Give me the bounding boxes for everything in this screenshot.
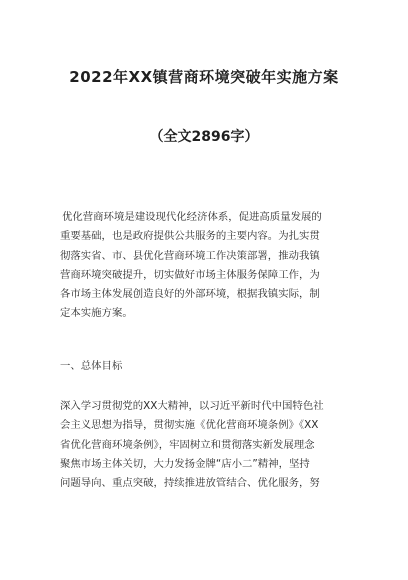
intro-line: 彻落实省、市、县优化营商环境工作决策部署，推动我镇 xyxy=(60,249,320,262)
intro-line: 各市场主体发展创造良好的外部环境，根据我镇实际，制 xyxy=(60,288,320,301)
body-line: 问题导向、重点突破，持续推进放管结合、优化服务，努 xyxy=(60,477,320,490)
section-heading: 一、总体目标 xyxy=(60,360,123,372)
intro-line: 优化营商环境是建设现代化经济体系，促进高质量发展的 xyxy=(62,211,322,223)
document-subtitle: （全文2896字） xyxy=(149,129,259,145)
body-line: 会主义思想为指导，贯彻实施《优化营商环境条例》《XX xyxy=(60,419,319,432)
intro-line: 重要基础，也是政府提供公共服务的主要内容。为扎实贯 xyxy=(60,230,320,243)
body-line: 省优化营商环境条例》，牢固树立和贯彻落实新发展理念 xyxy=(60,438,315,451)
intro-line: 营商环境突破提升，切实做好市场主体服务保障工作，为 xyxy=(60,268,320,281)
body-line: 聚焦市场主体关切，大力发扬金牌“店小二”精神，坚持 xyxy=(60,457,310,470)
body-line: 深入学习贯彻党的XX大精神，以习近平新时代中国特色社 xyxy=(60,400,324,412)
document-title: 2022年XX镇营商环境突破年实施方案 xyxy=(69,68,339,86)
intro-paragraph xyxy=(60,208,360,324)
body-paragraph xyxy=(60,397,360,493)
intro-line: 定本实施方案。 xyxy=(60,307,133,320)
